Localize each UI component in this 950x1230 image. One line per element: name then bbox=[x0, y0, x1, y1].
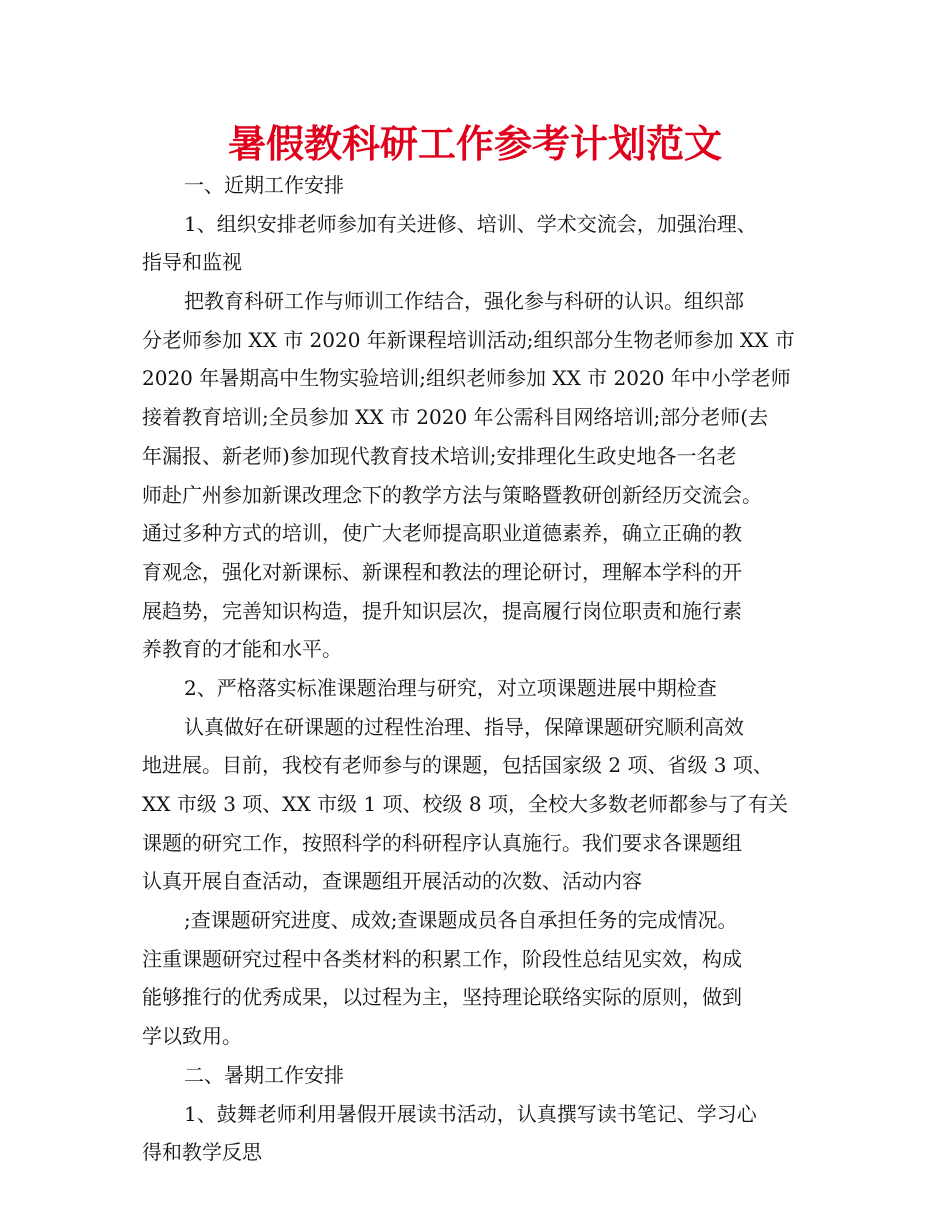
text-line: 1、鼓舞老师利用暑假开展读书活动，认真撰写读书笔记、学习心 bbox=[184, 1101, 757, 1126]
text-line: 2020 年暑期高中生物实验培训;组织老师参加 XX 市 2020 年中小学老师 bbox=[142, 366, 791, 391]
text-line: 年漏报、新老师)参加现代教育技术培训;安排理化生政史地各一名老 bbox=[142, 443, 737, 468]
text-line: 一、近期工作安排 bbox=[184, 173, 344, 197]
text-line: XX 市级 3 项、XX 市级 1 项、校级 8 项，全校大多数老师都参与了有关 bbox=[142, 792, 788, 816]
text-line: 1、组织安排老师参加有关进修、培训、学术交流会，加强治理、 bbox=[184, 211, 757, 236]
text-line: 地进展。目前，我校有老师参与的课题，包括国家级 2 项、省级 3 项、 bbox=[142, 753, 773, 778]
text-line: 认真开展自查活动，查课题组开展活动的次数、活动内容 bbox=[142, 869, 642, 894]
text-line: 分老师参加 XX 市 2020 年新课程培训活动;组织部分生物老师参加 XX 市 bbox=[142, 327, 795, 352]
text-line: 指导和监视 bbox=[142, 250, 242, 275]
document-body bbox=[142, 166, 822, 1172]
text-line: 认真做好在研课题的过程性治理、指导，保障课题研究顺利高效 bbox=[184, 714, 744, 739]
text-line: 通过多种方式的培训，使广大老师提高职业道德素养，确立正确的教 bbox=[142, 521, 742, 546]
text-line: 学以致用。 bbox=[142, 1024, 242, 1049]
text-line: 养教育的才能和水平。 bbox=[142, 637, 342, 662]
text-line: 2、严格落实标准课题治理与研究，对立项课题进展中期检查 bbox=[184, 675, 717, 700]
text-line: 展趋势，完善知识构造，提升知识层次，提高履行岗位职责和施行素 bbox=[142, 598, 742, 623]
text-line: 二、暑期工作安排 bbox=[184, 1062, 344, 1087]
text-line: 得和教学反思 bbox=[142, 1140, 262, 1165]
text-line: 能够推行的优秀成果，以过程为主，坚持理论联络实际的原则，做到 bbox=[142, 985, 742, 1010]
text-line: 注重课题研究过程中各类材料的积累工作，阶段性总结见实效，构成 bbox=[142, 946, 742, 971]
text-line: 师赴广州参加新课改理念下的教学方法与策略暨教研创新经历交流会。 bbox=[142, 482, 762, 507]
text-line: 课题的研究工作，按照科学的科研程序认真施行。我们要求各课题组 bbox=[142, 830, 742, 855]
text-line: 把教育科研工作与师训工作结合，强化参与科研的认识。组织部 bbox=[184, 289, 744, 314]
text-line: ;查课题研究进度、成效;查课题成员各自承担任务的完成情况。 bbox=[184, 908, 738, 933]
text-line: 育观念，强化对新课标、新课程和教法的理论研讨，理解本学科的开 bbox=[142, 559, 742, 584]
document-title: 暑假教科研工作参考计划范文 bbox=[227, 122, 722, 166]
text-line: 接着教育培训;全员参加 XX 市 2020 年公需科目网络培训;部分老师(去 bbox=[142, 405, 769, 430]
